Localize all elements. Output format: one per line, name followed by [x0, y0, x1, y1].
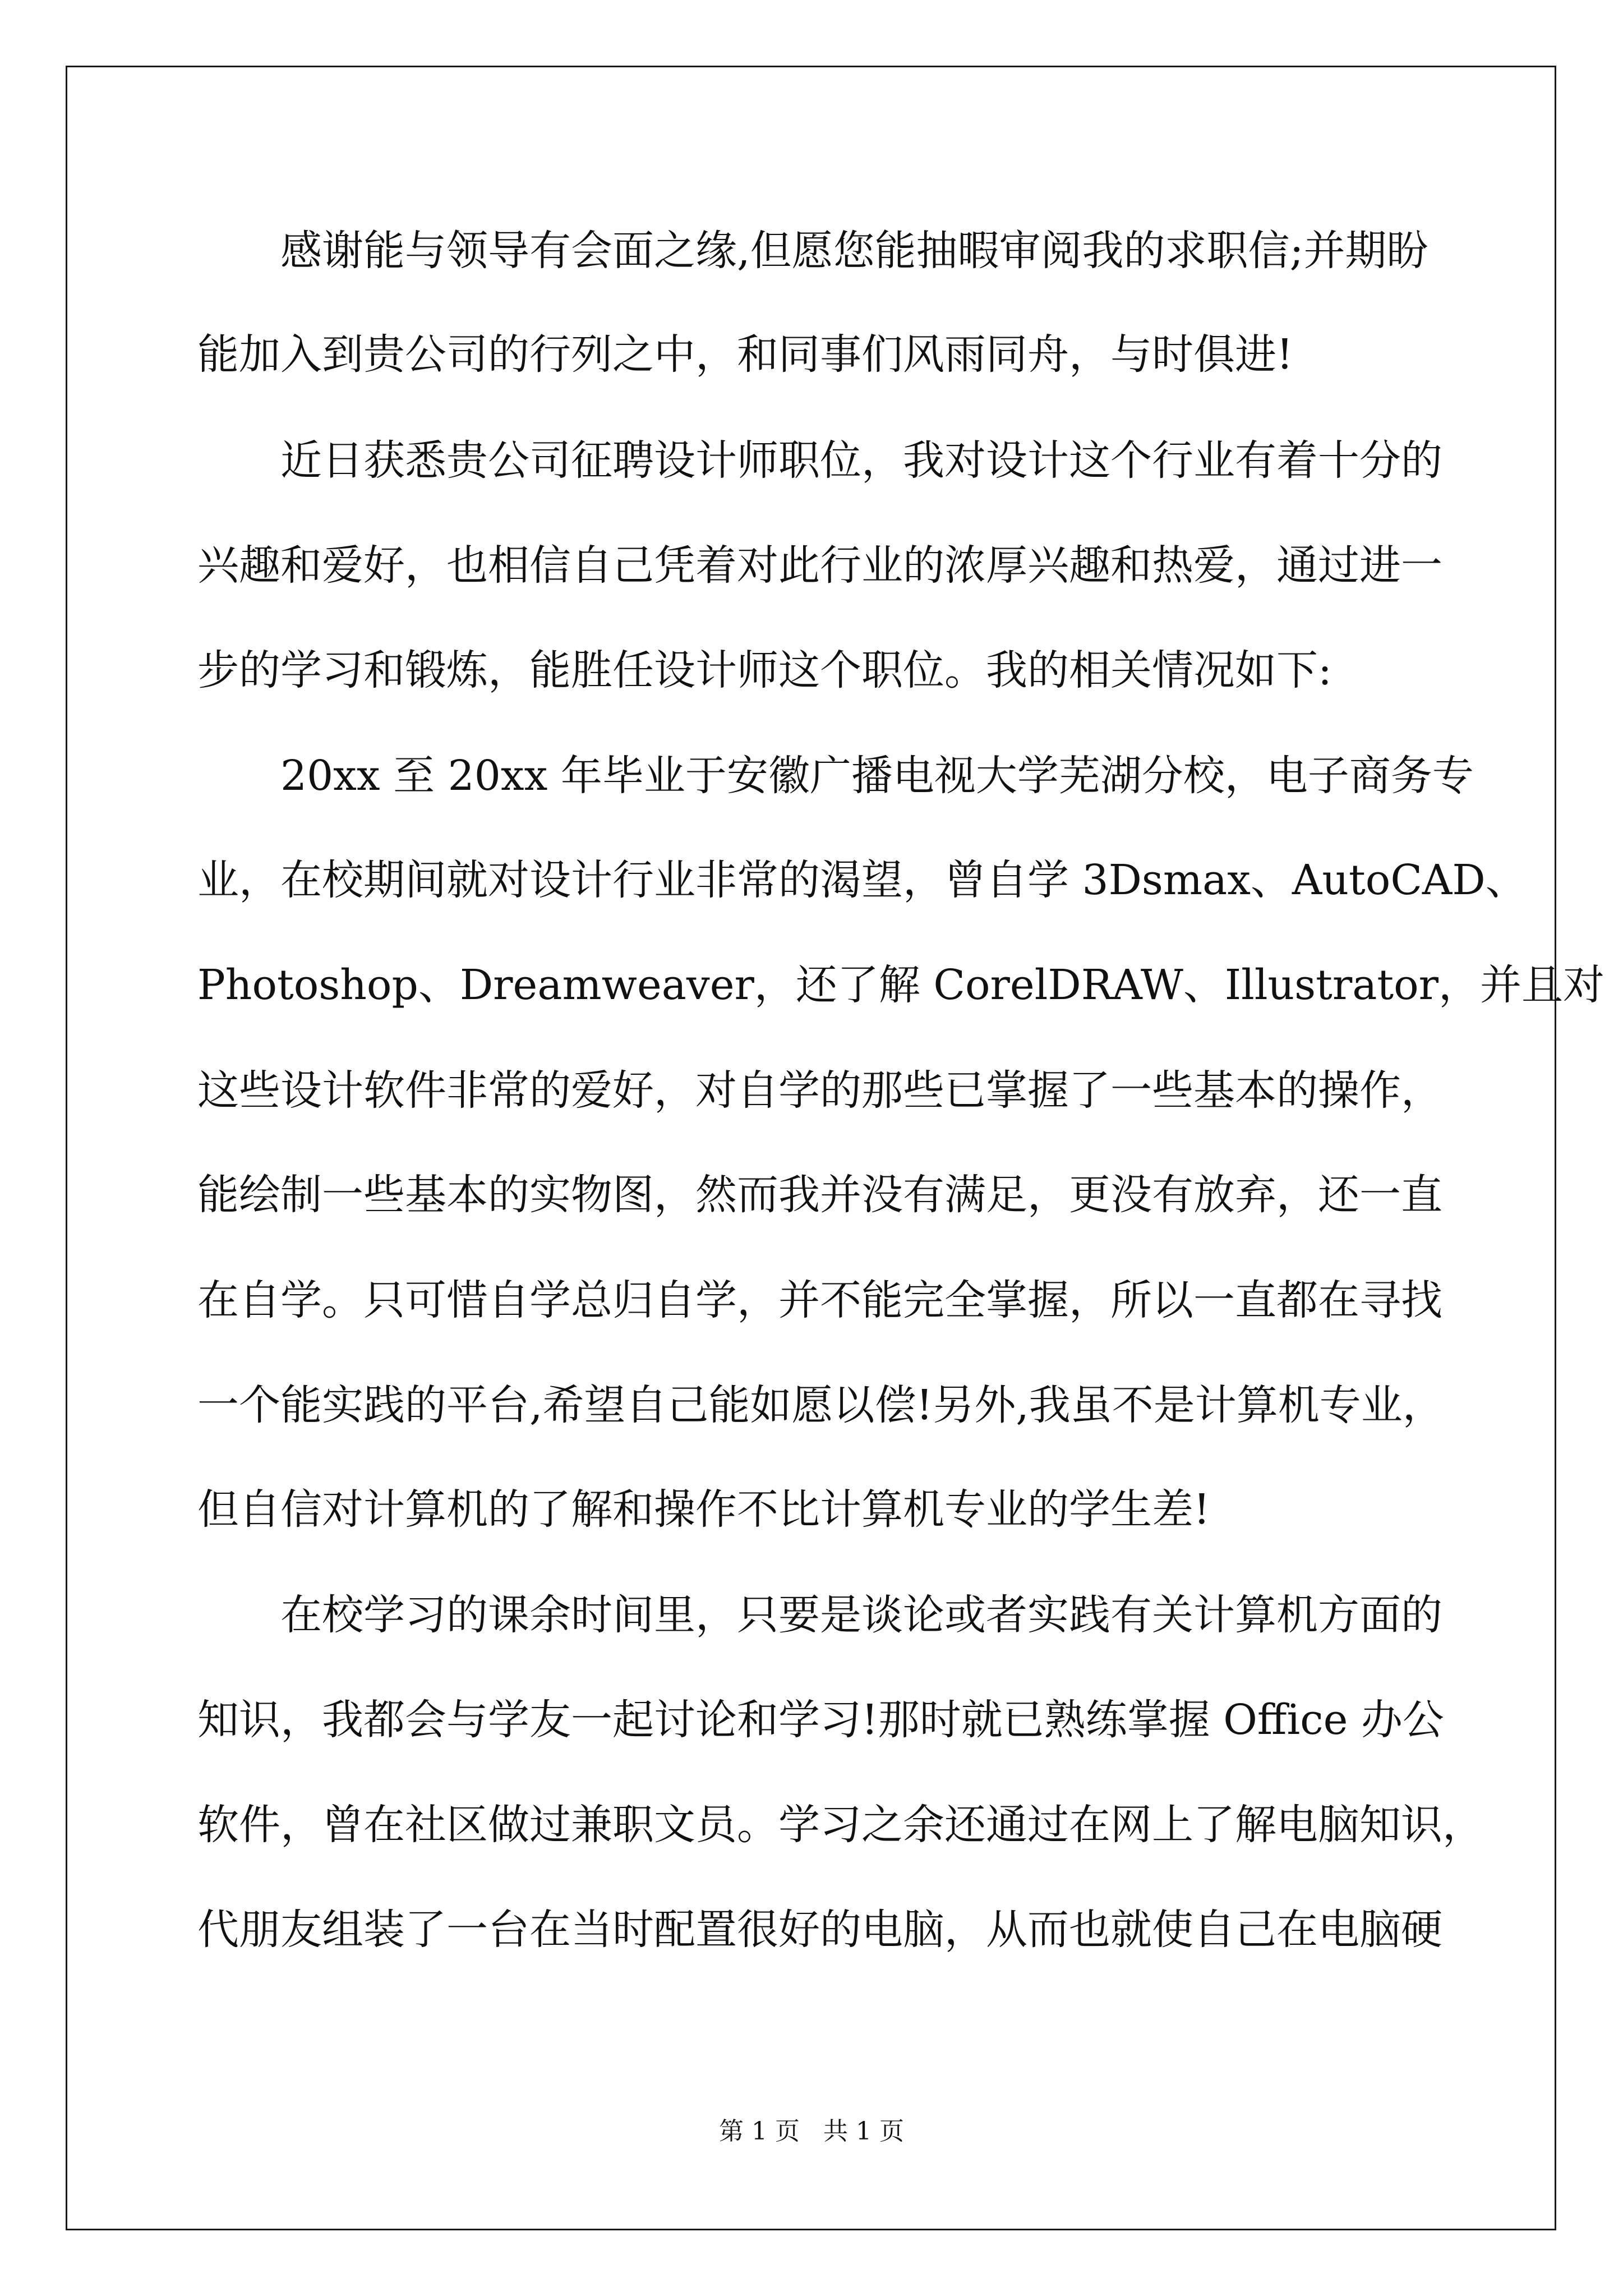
- paragraph-3-line-8: 但自信对计算机的了解和操作不比计算机专业的学生差!: [197, 1485, 1210, 1534]
- paragraph-4-line-1: 在校学习的课余时间里，只要是谈论或者实践有关计算机方面的: [280, 1591, 1442, 1639]
- paragraph-3-line-5: 能绘制一些基本的实物图，然而我并没有满足，更没有放弃，还一直: [197, 1171, 1442, 1219]
- paragraph-3-line-3: Photoshop、Dreamweaver，还了解 CorelDRAW、Illustrator，并且对: [197, 961, 1605, 1009]
- paragraph-3-line-6: 在自学。只可惜自学总归自学，并不能完全掌握，所以一直都在寻找: [197, 1276, 1442, 1324]
- paragraph-4-line-4: 代朋友组装了一台在当时配置很好的电脑，从而也就使自己在电脑硬: [197, 1906, 1442, 1954]
- paragraph-1-line-2: 能加入到贵公司的行列之中，和同事们风雨同舟，与时俱进!: [197, 330, 1293, 379]
- paragraph-3-line-4: 这些设计软件非常的爱好，对自学的那些已掌握了一些基本的操作，: [197, 1066, 1442, 1115]
- paragraph-3-line-7: 一个能实践的平台,希望自己能如愿以偿!另外,我虽不是计算机专业，: [197, 1381, 1444, 1429]
- paragraph-2-line-1: 近日获悉贵公司征聘设计师职位，我对设计这个行业有着十分的: [280, 436, 1442, 485]
- page-number-footer: 第 1 页 共 1 页: [719, 2117, 904, 2146]
- paragraph-3-line-1: 20xx 至 20xx 年毕业于安徽广播电视大学芜湖分校，电子商务专: [280, 752, 1474, 800]
- paragraph-1-line-1: 感谢能与领导有会面之缘,但愿您能抽暇审阅我的求职信;并期盼: [280, 227, 1428, 275]
- paragraph-3-line-2: 业，在校期间就对设计行业非常的渴望，曾自学 3Dsmax、AutoCAD、: [197, 856, 1527, 904]
- paragraph-2-line-2: 兴趣和爱好，也相信自己凭着对此行业的浓厚兴趣和热爱，通过进一: [197, 541, 1442, 590]
- paragraph-2-line-3: 步的学习和锻炼，能胜任设计师这个职位。我的相关情况如下:: [197, 646, 1332, 694]
- paragraph-4-line-3: 软件，曾在社区做过兼职文员。学习之余还通过在网上了解电脑知识，: [197, 1801, 1484, 1849]
- paragraph-4-line-2: 知识，我都会与学友一起讨论和学习!那时就已熟练掌握 Office 办公: [197, 1696, 1444, 1744]
